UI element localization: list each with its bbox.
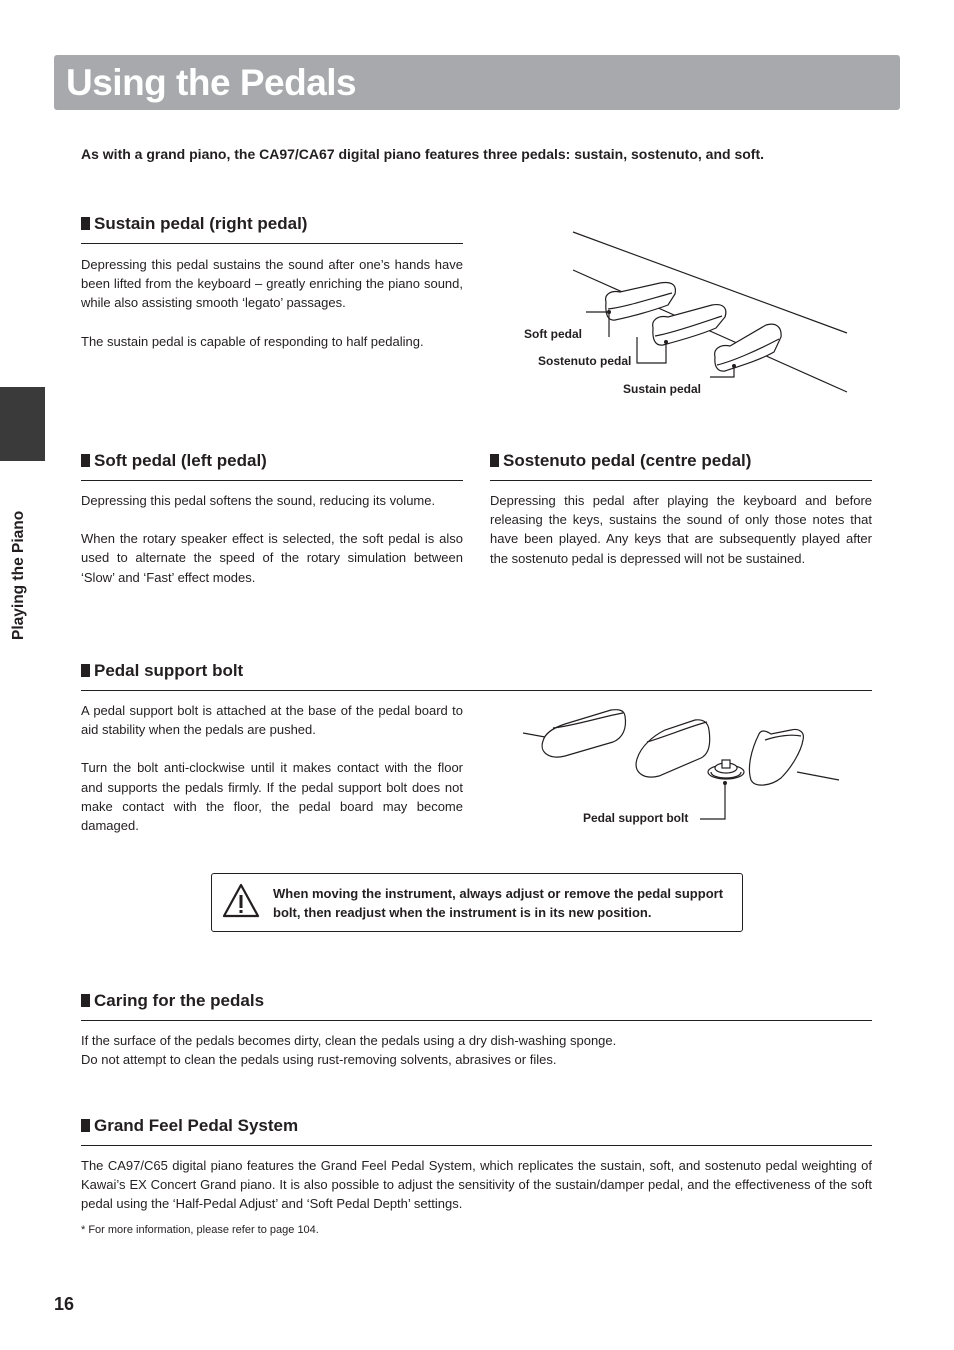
support-bolt-shape xyxy=(708,760,744,779)
section-marker-icon xyxy=(81,994,90,1007)
sustain-pedal-label: Sustain pedal xyxy=(623,382,702,396)
sustain-heading: Sustain pedal (right pedal) xyxy=(81,213,307,235)
sustain-body xyxy=(81,255,463,351)
right-pedal-shape xyxy=(749,729,803,785)
section-marker-icon xyxy=(81,1119,90,1132)
soft-leader-line xyxy=(586,312,609,337)
soft-paragraph-2: When the rotary speaker effect is selected, the soft pedal is also used to alternate the speed of the rotary simulation between ‘Slow’ and ‘Fast’ effect modes. xyxy=(81,531,463,585)
pedals-diagram xyxy=(520,225,860,405)
sustain-paragraph-1: Depressing this pedal sustains the sound after one’s hands have been lifted from the keyboard – greatly enriching the piano sound, while also assisting smooth ‘legato’ passages. xyxy=(81,257,463,311)
page-title: Using the Pedals xyxy=(66,62,357,103)
grand-feel-paragraph: The CA97/C65 digital piano features the Grand Feel Pedal System, which replicates the sustain, soft, and sostenuto pedal weighting of Kawai’s EX Concert Grand piano. It is also possible to adjust the sensitivity of the sustain/damper pedal, and the effectiveness of the soft pedal using the ‘Half-Pedal Adjust’ and ‘Soft Pedal Depth’ settings. xyxy=(81,1158,872,1212)
section-marker-icon xyxy=(81,217,90,230)
bolt-paragraph-1: A pedal support bolt is attached at the base of the pedal board to aid stability when the pedals are pushed. xyxy=(81,703,463,738)
bolt-leader-line xyxy=(700,783,725,819)
bolt-heading: Pedal support bolt xyxy=(81,660,243,682)
bolt-body xyxy=(81,701,463,835)
soft-body xyxy=(81,491,463,587)
bolt-rule xyxy=(81,690,872,691)
sostenuto-rule xyxy=(490,480,872,481)
grand-feel-heading: Grand Feel Pedal System xyxy=(81,1115,298,1137)
sustain-rule xyxy=(81,243,463,244)
sostenuto-body xyxy=(490,491,872,568)
footnote: * For more information, please refer to page 104. xyxy=(81,1224,319,1236)
caring-heading: Caring for the pedals xyxy=(81,990,264,1012)
caring-line-1: If the surface of the pedals becomes dirty, clean the pedals using a dry dish-washing sponge. xyxy=(81,1033,617,1048)
sustain-paragraph-2: The sustain pedal is capable of responding to half pedaling. xyxy=(81,333,424,349)
chapter-label: Playing the Piano xyxy=(10,510,27,640)
soft-paragraph-1: Depressing this pedal softens the sound, reducing its volume. xyxy=(81,493,436,508)
section-marker-icon xyxy=(490,454,499,467)
sostenuto-paragraph-1: Depressing this pedal after playing the keyboard and before releasing the keys, sustains the sound of only those notes that have been played. Any keys that are subsequently played after the sostenuto pedal is depressed will not be sustained. xyxy=(490,493,872,566)
soft-heading: Soft pedal (left pedal) xyxy=(81,450,267,472)
bolt-paragraph-2: Turn the bolt anti-clockwise until it makes contact with the floor and supports the pedals firmly. If the pedal support bolt does not make contact with the floor, the pedal board may become damaged. xyxy=(81,760,463,834)
section-marker-icon xyxy=(81,454,90,467)
intro-text: As with a grand piano, the CA97/CA67 digital piano features three pedals: sustain, sostenuto, and soft. xyxy=(81,146,764,162)
soft-rule xyxy=(81,480,463,481)
warning-triangle-icon xyxy=(222,883,260,919)
middle-pedal-shape xyxy=(636,720,710,777)
section-marker-icon xyxy=(81,664,90,677)
left-pedal-shape xyxy=(542,710,625,757)
soft-pedal-shape xyxy=(606,282,676,320)
page-number: 16 xyxy=(54,1294,75,1314)
caring-line-2: Do not attempt to clean the pedals using rust-removing solvents, abrasives or files. xyxy=(81,1052,557,1068)
support-bolt-label: Pedal support bolt xyxy=(583,811,689,825)
grand-feel-body xyxy=(81,1156,872,1214)
caring-rule xyxy=(81,1020,872,1021)
soft-pedal-label: Soft pedal xyxy=(524,327,583,341)
grand-feel-rule xyxy=(81,1145,872,1146)
warning-text: When moving the instrument, always adjust or remove the pedal support bolt, then readjust when the instrument is in its new position. xyxy=(273,886,724,920)
sustain-pedal-shape xyxy=(715,324,781,371)
caring-body xyxy=(81,1031,872,1069)
chapter-tab xyxy=(0,387,45,461)
sostenuto-heading: Sostenuto pedal (centre pedal) xyxy=(490,450,751,472)
sostenuto-pedal-label: Sostenuto pedal xyxy=(538,354,632,368)
